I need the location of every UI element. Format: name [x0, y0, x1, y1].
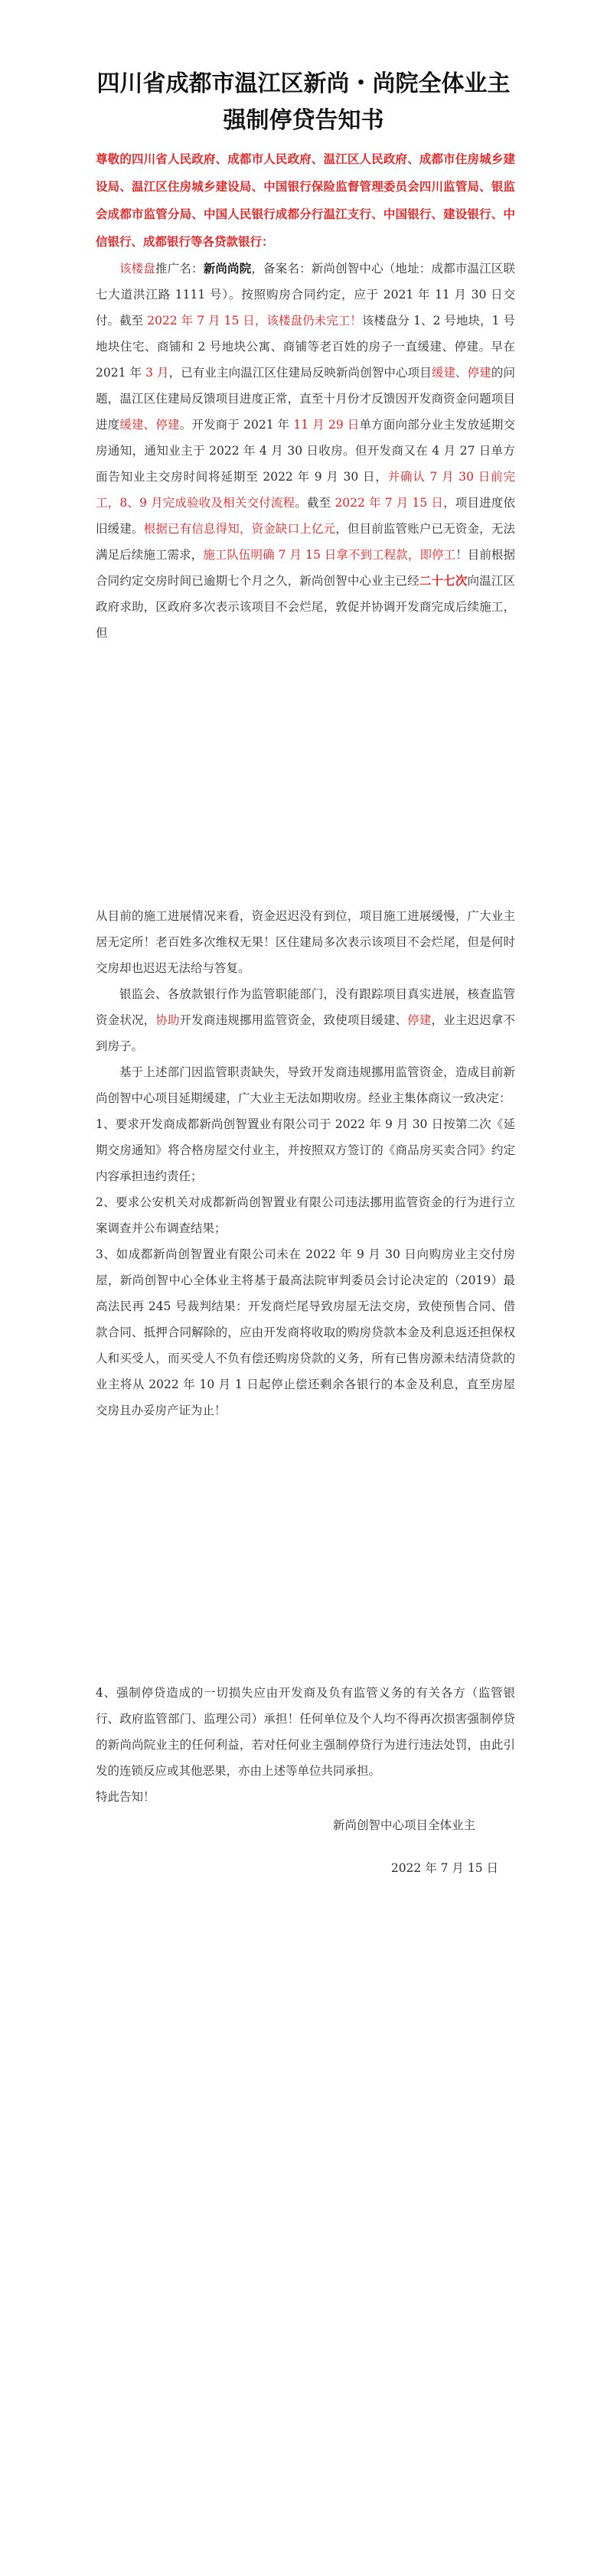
date: 2022 年 7 月 15 日 — [390, 1861, 498, 1875]
highlight-text: 停建 — [407, 1013, 432, 1027]
page-title — [46, 66, 561, 139]
demand-item-3: 3、如成都新尚创智置业有限公司未在 2022 年 9 月 30 日向购房业主交付房屋，新尚创智中心全体业主将基于最高法院审判委员会讨论决定的（2019）最高法民再 245 号裁判结果：开发商烂尾导致房屋无法交房，致使预售合同、借款合同、抵押合同解除的，应由开发商将收取的购房贷款本金及利息返还担保权人和买受人，而买受人不负有偿还购房贷款的义务，所有已售房源未结清贷款的业主将从 2022 年 10 月 1 日起停止偿还剩余各银行的本金及利息，直至房屋交房且办妥房产证为止！ — [96, 1247, 515, 1417]
text-span: 该楼盘 — [119, 262, 156, 276]
address-paragraph: 尊敬的四川省人民政府、成都市人民政府、温江区人民政府、成都市住房城乡建设局、温江区住房城乡建设局、中国银行保险监督管理委员会四川监管局、银监会成都市监管分局、中国人民银行成都分行温江支行、中国银行、建设银行、中信银行、成都银行等各贷款银行： — [96, 152, 515, 249]
highlight-text: 施工队伍明确 7 月 15 日拿不到工程款，即停工 — [203, 548, 456, 562]
text-span: ，已有业主向温江区住建局反映新尚创智中心项目 — [168, 366, 432, 380]
closing-text: 特此告知！ — [96, 1790, 155, 1804]
text-span: 银监会、各放款银行作为监管职能部门，没有跟踪项目真实进展，核查监管资金状况， — [96, 987, 515, 1027]
highlight-text: 二十七次 — [419, 573, 468, 588]
text-span: 向温江区政府求助，区政府多次表示该项目不会烂尾，敦促并协调开发商完成后续施工，但 — [96, 574, 515, 640]
signature: 新尚创智中心项目全体业主 — [332, 1818, 475, 1832]
text-span: ，但目前监管账户已无资金，无法满足后续施工需求， — [96, 522, 515, 562]
text-span: 的问题，温江区住建局反馈项目进度正常，直至十月份才反馈因开发商资金问题项目进度 — [96, 366, 515, 432]
text-span: ，备案名：新尚创智中心（地址：成都市温江区联七大道洪江路 1111 号）。按照购房合同约定，应于 2021 年 11 月 30 日交付。截至 — [96, 262, 515, 328]
text-span: 。开发商于 2021 年 — [179, 418, 294, 432]
progress-paragraph: 从目前的施工进展情况来看，资金迟迟没有到位，项目施工进展缓慢，广大业主居无定所！老百姓多次维权无果！区住建局多次表示该项目不会烂尾，但是何时交房却也迟迟无法给与答复。 — [96, 909, 515, 975]
supervision-paragraph — [96, 981, 515, 1059]
text-span: 开发商违规挪用监管资金，致使项目缓建、 — [179, 1013, 408, 1027]
highlight-text: 2022 年 7 月 15 日，该楼盘仍未完工！ — [147, 314, 362, 328]
highlight-text: 并确认 7 月 30 日前完工，8、9 月完成验收及相关交付流程 — [96, 470, 515, 510]
background-paragraph — [96, 256, 515, 646]
notice-section-3 — [96, 1680, 515, 1810]
highlight-text: 缓建、停建 — [431, 366, 491, 380]
highlight-text: 根据已有信息得知，资金缺口上亿元 — [143, 522, 336, 536]
text-span: 单方面向部分业主发放延期交房通知，通知业主于 2022 年 4 月 30 日收房。但开发商又在 4 月 27 日单方面告知业主交房时间将延期至 2022 年 9 月 30 日， — [96, 418, 515, 484]
text-span: 。截至 — [295, 496, 335, 510]
project-name: 新尚尚院 — [203, 261, 252, 276]
highlight-text: 2022 年 7 月 15 日 — [335, 496, 444, 510]
title-line-2: 强制停贷告知书 — [223, 107, 384, 134]
title-line-1: 四川省成都市温江区新尚・尚院全体业主 — [96, 70, 511, 97]
highlight-text: 11 月 29 日 — [293, 418, 360, 432]
decision-paragraph: 基于上述部门因监管职责缺失，导致开发商违规挪用监管资金，造成目前新尚创智中心项目延期缓建，广大业主无法如期收房。经业主集体商议一致决定： — [96, 1065, 515, 1105]
text-span: ，项目进度依旧缓建。 — [96, 496, 515, 536]
text-span: 推广名： — [155, 262, 204, 276]
text-span: 该楼盘分 1、2 号地块，1 号地块住宅、商铺和 2 号地块公寓、商铺等老百姓的房子一直缓建、停建。早在 2021 年 — [96, 314, 515, 380]
text-span: ！目前根据合同约定交房时间已逾期七个月之久，新尚创智中心业主已经 — [96, 548, 515, 588]
highlight-text: 缓建、停建 — [119, 418, 180, 432]
demand-item-4: 4、强制停贷造成的一切损失应由开发商及负有监管义务的有关各方（监管银行、政府监管部门、监理公司）承担！任何单位及个人均不得再次损害强制停贷的新尚尚院业主的任何利益，若对任何业主强制停贷行为进行违法处罚，由此引发的连锁反应或其他恶果，亦由上述等单位共同承担。 — [96, 1686, 515, 1778]
notice-section-2 — [96, 903, 515, 1423]
highlight-text: 协助 — [155, 1013, 180, 1027]
highlight-text: 3 月 — [145, 366, 169, 380]
text-span: ，业主迟迟拿不到房子。 — [96, 1013, 515, 1053]
demand-item-1: 1、要求开发商成都新尚创智置业有限公司于 2022 年 9 月 30 日按第二次《延期交房通知》将合格房屋交付业主，并按照双方签订的《商品房买卖合同》约定内容承担违约责任； — [96, 1117, 515, 1183]
demand-item-2: 2、要求公安机关对成都新尚创智置业有限公司违法挪用监管资金的行为进行立案调查并公布调查结果； — [96, 1195, 515, 1235]
notice-section-1 — [96, 145, 515, 646]
signature-block — [96, 1812, 515, 1881]
